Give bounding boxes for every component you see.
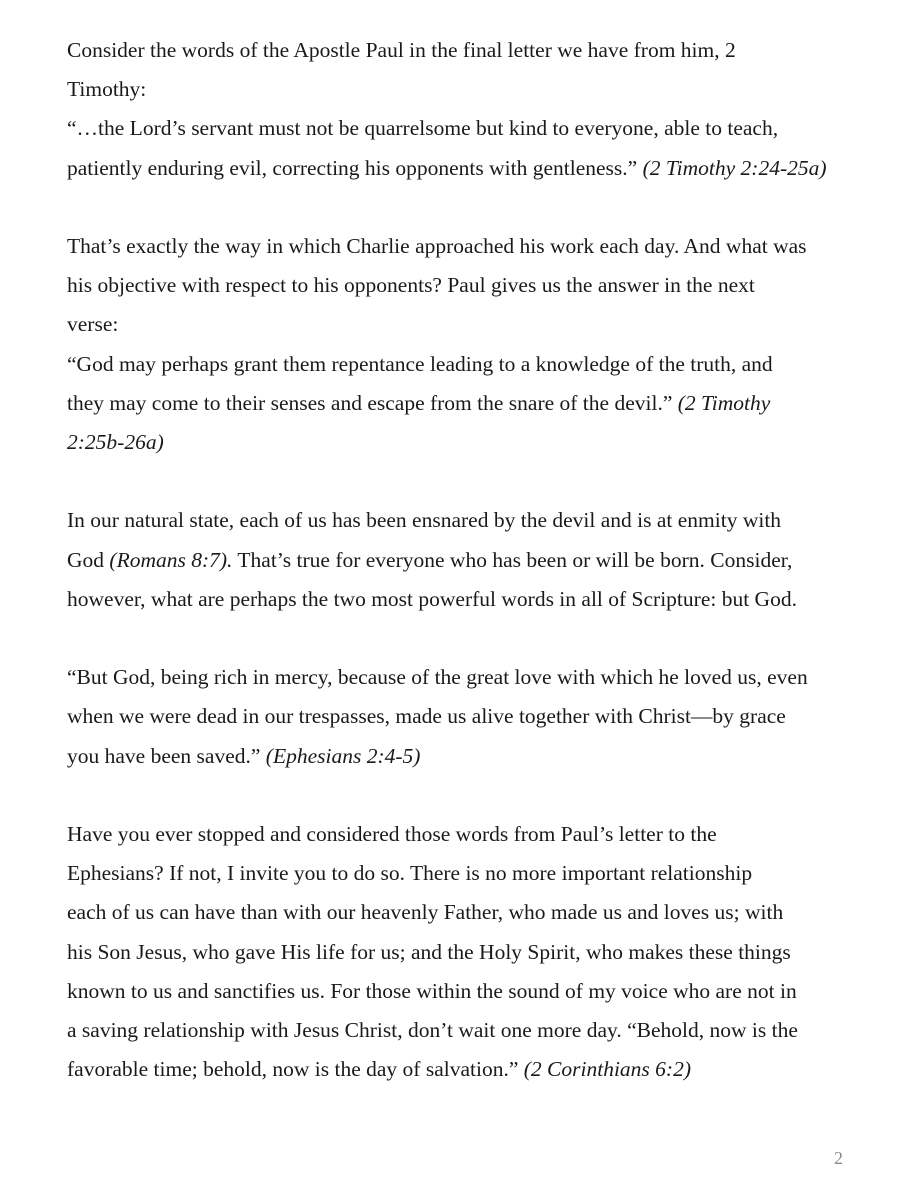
text-line <box>67 933 857 972</box>
text-run: In our natural state, each of us has been ensnared by the devil and is at enmity with <box>67 508 782 533</box>
text-line <box>67 149 857 188</box>
text-run: known to us and sanctifies us. For those within the sound of my voice who are not in <box>67 978 797 1003</box>
text-run: favorable time; behold, now is the day of salvation.” <box>67 1057 524 1082</box>
text-run: they may come to their senses and escape from the snare of the devil.” <box>67 390 678 415</box>
scripture-reference: 2:25b-26a) <box>67 430 164 455</box>
text-run: “God may perhaps grant them repentance leading to a knowledge of the truth, and <box>67 351 773 376</box>
scripture-reference: (2 Timothy 2:24-25a) <box>642 155 827 180</box>
text-run: God <box>67 547 110 572</box>
text-run: verse: <box>67 312 119 337</box>
text-run: “…the Lord’s servant must not be quarrelsome but kind to everyone, able to teach, <box>67 116 779 141</box>
text-line <box>67 31 857 70</box>
text-run: Ephesians? If not, I invite you to do so. There is no more important relationship <box>67 861 753 886</box>
paragraph-charlie-objective <box>67 227 857 462</box>
document-body <box>67 31 857 1129</box>
text-line <box>67 305 857 344</box>
text-run: a saving relationship with Jesus Christ, don’t wait one more day. “Behold, now is the <box>67 1018 798 1043</box>
text-run: Have you ever stopped and considered those words from Paul’s letter to the <box>67 822 717 846</box>
text-line <box>67 972 857 1011</box>
text-line <box>67 227 857 266</box>
scripture-reference: (Ephesians 2:4-5) <box>265 743 421 768</box>
text-line <box>67 580 857 619</box>
text-line <box>67 1050 857 1089</box>
text-run: however, what are perhaps the two most powerful words in all of Scripture: but God. <box>67 586 797 611</box>
text-line <box>67 1011 857 1050</box>
text-run: his objective with respect to his opponents? Paul gives us the answer in the next <box>67 273 755 298</box>
text-line <box>67 109 857 148</box>
scripture-reference: (2 Timothy <box>677 390 771 415</box>
text-line <box>67 423 857 462</box>
text-line <box>67 697 857 736</box>
page-number: 2 <box>834 1148 843 1168</box>
text-line <box>67 658 857 697</box>
paragraph-timothy-quote <box>67 31 857 188</box>
paragraph-invitation <box>67 815 857 1089</box>
text-line <box>67 541 857 580</box>
text-run: Timothy: <box>67 77 147 102</box>
text-line <box>67 815 857 854</box>
text-line <box>67 737 857 776</box>
paragraph-but-god <box>67 658 857 776</box>
text-line <box>67 893 857 932</box>
text-run: you have been saved.” <box>67 743 266 768</box>
text-run: when we were dead in our trespasses, made us alive together with Christ—by grace <box>67 704 786 729</box>
text-run: his Son Jesus, who gave His life for us; and the Holy Spirit, who makes these things <box>67 939 791 964</box>
text-line <box>67 266 857 305</box>
text-line <box>67 854 857 893</box>
text-run: Consider the words of the Apostle Paul in the final letter we have from him, 2 <box>67 38 736 62</box>
text-line <box>67 345 857 384</box>
text-run: That’s true for everyone who has been or will be born. Consider, <box>232 547 793 572</box>
text-line <box>67 501 857 540</box>
text-run: That’s exactly the way in which Charlie approached his work each day. And what was <box>67 234 807 258</box>
text-line <box>67 70 857 109</box>
text-run: each of us can have than with our heavenly Father, who made us and loves us; with <box>67 900 784 925</box>
scripture-reference: (2 Corinthians 6:2) <box>523 1057 691 1082</box>
text-run: patiently enduring evil, correcting his opponents with gentleness.” <box>67 155 643 180</box>
paragraph-natural-state <box>67 501 857 619</box>
text-run: “But God, being rich in mercy, because of the great love with which he loved us, even <box>67 665 808 690</box>
scripture-reference: (Romans 8:7). <box>109 547 233 572</box>
text-line <box>67 384 857 423</box>
